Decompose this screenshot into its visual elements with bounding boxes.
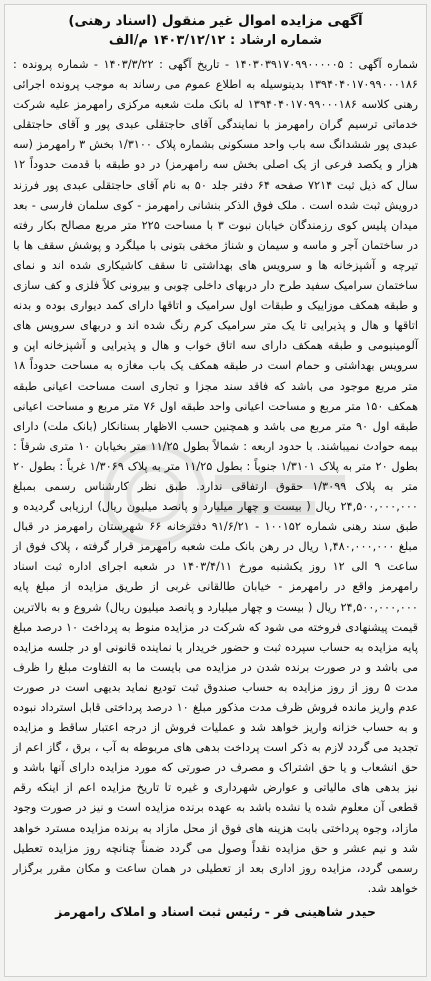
notice-title: آگهی مزایده اموال غیر منقول (اسناد رهنی) — [68, 13, 363, 29]
notice-signature: حیدر شاهینی فر - رئیس ثبت اسناد و املاک رامهرمز — [55, 903, 376, 919]
notice-body — [5, 53, 426, 899]
auction-notice — [4, 4, 427, 977]
notice-text: شماره آگهی : ۱۴۰۳۰۳۹۱۷۰۹۹۰۰۰۰۰۵ - تاریخ آگهی : ۱۴۰۳/۳/۲۲ - شماره پرونده : ۱۳۹۴۰۴۰۱۷۰۹۹۰۰۰۱۸۶ بدینوسیله به اطلاع عموم می رساند به موجب پرونده اجرائی رهنی کلاسه ۱۳۹۴۰۴۰۱۷۰۹۹۰۰۰۱۸۶ له بانک ملت شعبه مرکزی رامهرمز علیه شرکت خدماتی ترسیم گران رامهرمز با نمایندگی آقای حاجتقلی عبدی پور و آقای حاجتقلی عبدی پور ششدانگ سه باب واحد مسکونی بشماره پلاک ۱/۳۱۰۰ بخش ۳ رامهرمز (سه هزار و یکصد فرعی از یک اصلی بخش سه رامهرمز) در دو طبقه با قدمت حدوداً ۱۲ سال که ذیل ثبت ۷۲۱۴ صفحه ۶۴ دفتر جلد ۵۰ به نام آقای حاجتقلی عبدی پور فرزند درویش ثبت شده است . ملک فوق الذکر بنشانی رامهرمز - کوی سلمان فارسی - بعد میدان پلیس کوی رزمندگان خیابان نبوت ۳ با مساحت ۲۲۵ متر مربع مصالح بکار رفته در ساختمان آجر و ماسه و سیمان و شناژ مخفی بتونی با میلگرد و پوشش سقف ها با تیرچه و آشپزخانه ها و سرویس های بهداشتی تا سقف کاشیکاری شده اند و نمای ساختمان سرامیک سفید طرح دار دربهای داخلی چوبی و بیرونی کلاً فلزی و کف سازی و طبقه همکف موزاییک و طبقات اول سرامیک و اتاقها دارای کمد دیواری بوده و بدنه اتاقها و هال و پذیرایی تا یک متر سرامیک کرم رنگ شده اند و دربهای سرویس های آلومینیومی و طبقه همکف دارای سه اتاق خواب و هال و پذیرایی و آشپزخانه اپن و سرویس بهداشتی و حمام است در طبقه همکف یک باب مغازه به مساحت حدوداً ۱۸ متر مربع موجود می باشد که فاقد سند مجزا و تجاری است مساحت اعیانی طبقه همکف ۱۵۰ متر مربع و مساحت اعیانی واحد طبقه اول ۷۶ متر مربع و مساحت اعیانی طبقه اول ۹۰ متر مربع می باشد و همچنین حسب الاظهار بستانکار (بانک ملت) دارای بیمه حوادث نمیباشند. با حدود اربعه : شمالاً بطول ۱۱/۲۵ متر بخیابان ۱۰ متری شرقاً : بطول ۲۰ متر به پلاک ۱/۳۱۰۱ جنوباً : بطول ۱۱/۲۵ متر به پلاک ۱/۳۰۶۹ غرباً : بطول ۲۰ متر به پلاک ۱/۳۰۹۹ حقوق ارتفاقی ندارد. طبق نظر کارشناس رسمی بمبلغ ۲۴,۵۰۰,۰۰۰,۰۰۰ ریال ( بیست و چهار میلیارد و پانصد میلیون ریال) ارزیابی گردیده و طبق سند رهنی شماره ۱۰۰۱۵۲ - ۹۱/۶/۲۱ دفترخانه ۶۶ شهرستان رامهرمز در قبال مبلغ ۱,۴۸۰,۰۰۰,۰۰۰ ریال در رهن بانک ملت شعبه رامهرمز قرار گرفته ، پلاک فوق از ساعت ۹ الی ۱۲ روز یکشنبه مورخ ۱۴۰۳/۴/۱۱ در شعبه اجرای اداره ثبت اسناد رامهرمز واقع در رامهرمز - خیابان طالقانی غربی از طریق مزایده از مبلغ پایه ۲۴,۵۰۰,۰۰۰,۰۰۰ ریال ( بیست و چهار میلیارد و پانصد میلیون ریال) شروع و به بالاترین قیمت پیشنهادی فروخته می شود که شرکت در مزایده منوط به پرداخت ۱۰ درصد مبلغ پایه مزایده به حساب سپرده ثبت و حضور خریدار یا نماینده قانونی او در جلسه مزایده می باشد و در صورت برنده شدن در مزایده می بایست ما به التفاوت مبلغ را ظرف مدت ۵ روز از روز مزایده به حساب صندوق ثبت تودیع نماید بدیهی است در صورت عدم واریز مانده فروش ظرف مدت مذکور مبلغ ۱۰ درصد پرداختی قابل استرداد نبوده و به حساب خزانه واریز خواهد شد و عملیات فروش از درجه اعتبار ساقط و مزایده تجدید می گردد لازم به ذکر است پرداخت بدهی های مربوطه به آب ، برق ، گاز اعم از حق انشعاب و یا حق اشتراک و مصرف در صورتی که مورد مزایده دارای آنها باشد و نیز بدهی های مالیاتی و عوارض شهرداری و غیره تا تاریخ مزایده اعم از اینکه رقم قطعی آن معلوم شده یا نشده باشد به عهده برنده مزایده است و نیز در صورت وجود مازاد، وجوه پرداختی بابت هزینه های فوق از محل مازاد به برنده مزایده مسترد خواهد شد و نیم عشر و حق مزایده نقداً وصول می گردد ضمناً چنانچه روز مزایده تعطیل رسمی گردد، مزایده روز اداری بعد از تعطیلی در همان ساعت و مکان مقرر برگزار خواهد شد. — [13, 58, 419, 895]
notice-header — [5, 5, 426, 51]
guidance-number: شماره ارشاد : ۱۴۰۳/۱۲/۱۲ م/الف — [108, 33, 323, 48]
